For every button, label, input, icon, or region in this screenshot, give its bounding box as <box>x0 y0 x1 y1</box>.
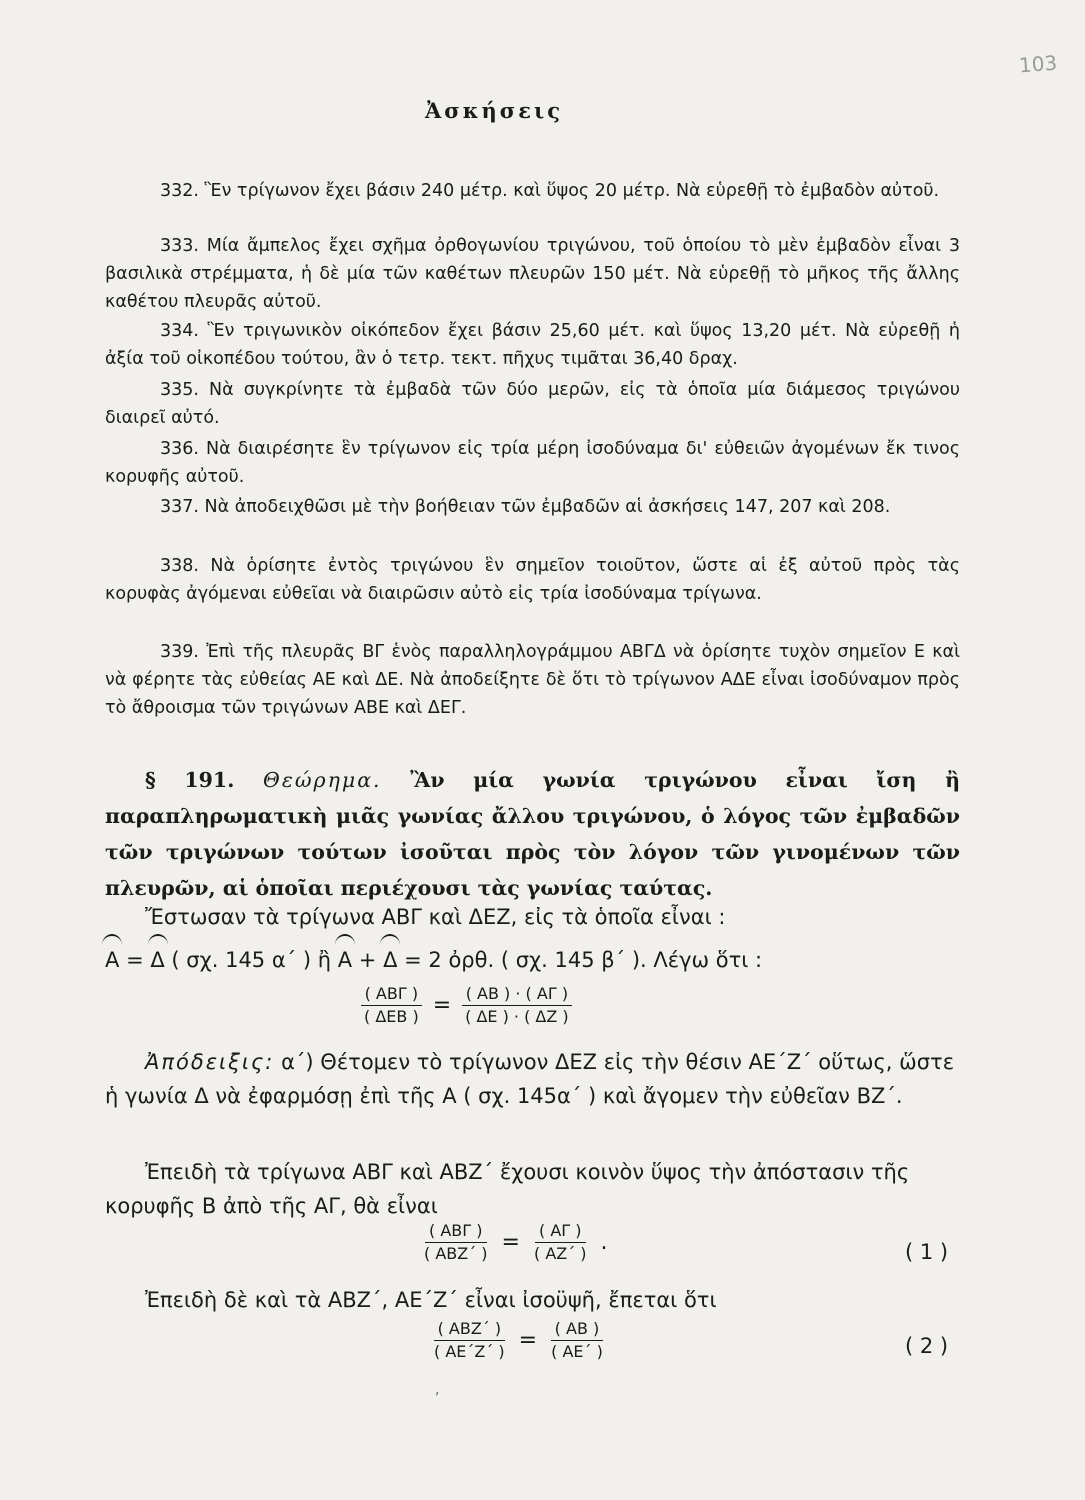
fraction-2-left: $\frac{\text{( ΑΒΖ΄ )}}{( AE΄Z΄ )}$ <box>434 1319 505 1361</box>
formula-2-equals: = <box>518 1328 538 1353</box>
exercise-334: 334. Ἓν τριγωνικὸν οἰκόπεδον ἔχει βάσιν 25,60 μέτ. καὶ ὕψος 13,20 μέτ. Νὰ εὑρεθῇ ἡ ἀξία τοῦ οἰκοπέδου τούτου, ἂν ὁ τετρ. τεκτ. πῆχυς τιμᾶται 36,40 δραχ. <box>105 321 960 369</box>
formula-1-end: . <box>600 1230 608 1255</box>
condition-eq: = <box>126 948 144 972</box>
exercise-336: 336. Νὰ διαιρέσητε ἓν τρίγωνον εἰς τρία μέρη ἰσοδύναμα δι' εὐθειῶν ἀγομένων ἔκ τινος κορυφῆς αὐτοῦ. <box>105 439 960 487</box>
condition-ref: ( σχ. 145 α΄ ) ἢ <box>171 948 332 972</box>
proof-label: Ἀπόδειξις: <box>145 1050 275 1074</box>
exercise-332: 332. Ἓν τρίγωνον ἔχει βάσιν 240 μέτρ. καὶ ὕψος 20 μέτρ. Νὰ εὑρεθῇ τὸ ἐμβαδὸν αὐτοῦ. <box>160 181 940 201</box>
theorem-label: Θεώρημα. <box>263 768 382 792</box>
equation-number-2: ( 2 ) <box>905 1334 949 1358</box>
exercise-333: 333. Μία ἄμπελος ἔχει σχῆμα ὀρθογωνίου τριγώνου, τοῦ ὁποίου τὸ μὲν ἐμβαδὸν εἶναι 3 βασιλικὰ στρέμματα, ἡ δὲ μία τῶν καθέτων πλευρῶν 150 μέτ. Νὰ εὑρεθῇ τὸ μῆκος τῆς ἄλλης καθέτου πλευρᾶς αὐτοῦ. <box>105 236 960 312</box>
equation-number-1: ( 1 ) <box>905 1240 949 1264</box>
exercise-338: 338. Νὰ ὁρίσητε ἐντὸς τριγώνου ἓν σημεῖον τοιοῦτον, ὥστε αἱ ἐξ αὐτοῦ πρὸς τὰς κορυφὰς ἀγόμεναι εὐθεῖαι νὰ διαιρῶσιν αὐτὸ εἰς τρία ἰσοδύναμα τρίγωνα. <box>105 556 960 604</box>
condition-rest: = 2 ὀρθ. ( σχ. 145 β΄ ). Λέγω ὅτι : <box>404 948 763 972</box>
fraction-left: $\frac{\text{( ΑΒΓ )}}{\text{( ΔΕΒ )}}$ <box>360 983 423 1028</box>
exercise-335: 335. Νὰ συγκρίνητε τὰ ἐμβαδὰ τῶν δύο μερῶν, εἰς τὰ ὁποῖα μία διάμεσος τριγώνου διαιρεῖ αὐτό. <box>105 380 960 428</box>
formula-1 <box>420 1220 608 1265</box>
formula-1-equals: = <box>501 1230 520 1255</box>
fraction-2-right: $\frac{( AB )}{( AE΄ )}$ <box>551 1319 603 1361</box>
exercise-337: 337. Νὰ ἀποδειχθῶσι μὲ τὴν βοήθειαν τῶν ἐμβαδῶν αἱ ἀσκήσεις 147, 207 καὶ 208. <box>160 497 891 517</box>
section-title: Ἀσκήσεις <box>425 98 563 123</box>
body-line-1: Ἔστωσαν τὰ τρίγωνα ΑΒΓ καὶ ΔΕΖ, εἰς τὰ ὁποῖα εἶναι : <box>145 905 726 929</box>
angle-a: Α <box>105 943 119 977</box>
formula-2 <box>430 1318 607 1363</box>
condition-line <box>105 943 960 977</box>
stray-mark: , <box>435 1382 440 1398</box>
proof-paragraph <box>105 1045 960 1113</box>
condition-plus: + <box>358 948 377 972</box>
paragraph-2: Ἐπειδὴ τὰ τρίγωνα ΑΒΓ καὶ ΑΒΖ΄ ἔχουσι κοινὸν ὕψος τὴν ἀπόστασιν τῆς κορυφῆς Β ἀπὸ τῆς ΑΓ, θὰ εἶναι <box>105 1160 910 1218</box>
fraction-1-right: $\frac{( A\Gamma )}{( AZ΄ )}$ <box>533 1221 587 1263</box>
theorem-number: § 191. <box>145 768 235 792</box>
paragraph-3: Ἐπειδὴ δὲ καὶ τὰ ΑΒΖ΄, ΑΕ΄Ζ΄ εἶναι ἰσοϋψῆ, ἔπεται ὅτι <box>145 1288 717 1312</box>
angle-d: Δ <box>150 943 164 977</box>
fraction-1-left: $\frac{\text{( ΑΒΓ )}}{\text{( ΑΒΖ΄ )}}$ <box>424 1221 488 1263</box>
angle-a-2: Α <box>338 943 352 977</box>
angle-d-2: Δ <box>383 943 397 977</box>
exercise-339: 339. Ἐπὶ τῆς πλευρᾶς ΒΓ ἑνὸς παραλληλογράμμου ΑΒΓΔ νὰ ὁρίσητε τυχὸν σημεῖον Ε καὶ νὰ φέρητε τὰς εὐθείας ΑΕ καὶ ΔΕ. Νὰ ἀποδείξητε δὲ ὅτι τὸ τρίγωνον ΑΔΕ εἶναι ἰσοδύναμον πρὸς τὸ ἄθροισμα τῶν τριγώνων ΑΒΕ καὶ ΔΕΓ. <box>105 642 960 718</box>
formula-main <box>360 983 573 1028</box>
page-number: 103 <box>1018 50 1058 78</box>
theorem-statement: Ἂν μία γωνία τριγώνου εἶναι ἴση ἢ παραπληρωματικὴ μιᾶς γωνίας ἄλλου τριγώνου, ὁ λόγος τῶν ἐμβαδῶν τῶν τριγώνων τούτων ἰσοῦται πρὸς τὸν λόγον τῶν γινομένων τῶν πλευρῶν, αἱ ὁποῖαι περιέχουσι τὰς γωνίας ταύτας. <box>105 768 960 900</box>
formula-equals: = <box>432 993 452 1018</box>
fraction-right: $\frac{( AB ) \cdot ( A\Gamma )}{( \Delta E ) \cdot ( \Delta Z )}$ <box>461 983 573 1028</box>
proof-text: α΄) Θέτομεν τὸ τρίγωνον ΔΕΖ εἰς τὴν θέσιν ΑΕ΄Ζ΄ οὕτως, ὥστε ἡ γωνία Δ νὰ ἐφαρμόσῃ ἐπὶ τῆς Α ( σχ. 145α΄ ) καὶ ἄγομεν τὴν εὐθεῖαν ΒΖ΄. <box>105 1050 955 1108</box>
theorem-191 <box>105 762 960 906</box>
